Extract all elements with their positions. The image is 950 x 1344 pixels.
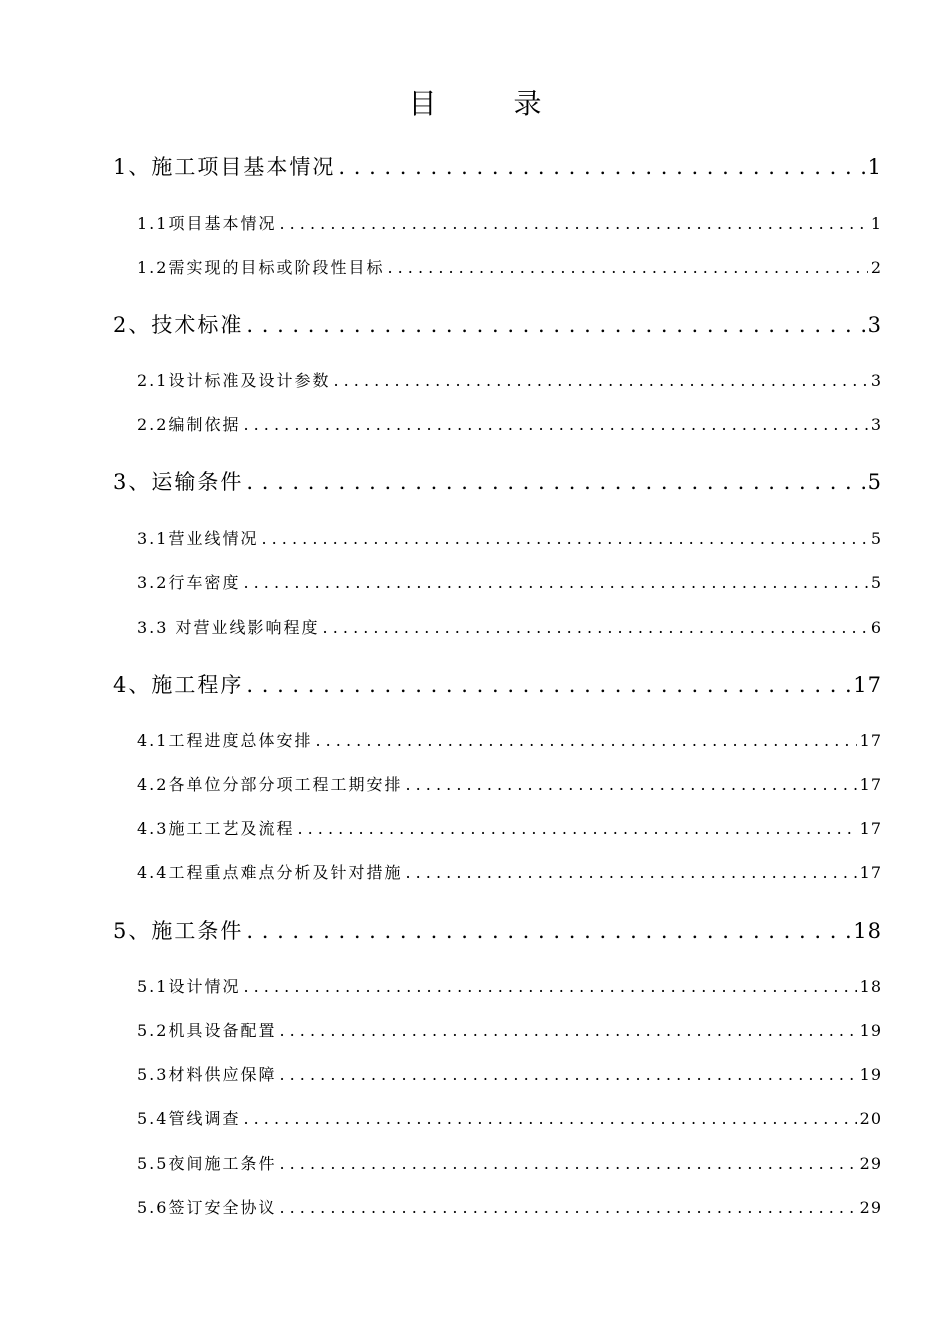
toc-entry-label: 5.1设计情况 <box>137 977 241 996</box>
toc-entry-5-4[interactable] <box>137 1107 882 1131</box>
toc-entry-label: 3、运输条件 <box>113 470 244 494</box>
toc-entry-label: 2.2编制依据 <box>137 415 241 434</box>
toc-entry-5-6[interactable] <box>137 1196 882 1220</box>
toc-entry-label: 3.2行车密度 <box>137 573 241 592</box>
toc-dot-leader <box>279 1196 856 1220</box>
toc-page-number: 5 <box>870 573 882 592</box>
toc-entry-3-1[interactable] <box>137 527 882 551</box>
toc-entry-5-5[interactable] <box>137 1152 882 1176</box>
toc-page-number: 17 <box>853 673 882 697</box>
toc-entry-5-1[interactable] <box>137 975 882 999</box>
toc-page-number: 19 <box>859 1021 882 1040</box>
toc-dot-leader <box>405 861 856 885</box>
toc-page-number: 17 <box>859 863 882 882</box>
toc-dot-leader <box>246 916 850 946</box>
toc-page-number: 29 <box>859 1154 882 1173</box>
toc-page-number: 17 <box>859 731 882 750</box>
toc-entry-5-2[interactable] <box>137 1019 882 1043</box>
toc-entry-1-1[interactable] <box>137 212 882 236</box>
toc-entry-2-2[interactable] <box>137 413 882 437</box>
toc-page-number: 3 <box>870 371 882 390</box>
toc-entry-1[interactable] <box>113 152 882 182</box>
toc-entry-3[interactable] <box>113 467 882 497</box>
toc-page-number: 3 <box>867 313 882 337</box>
toc-dot-leader <box>387 256 867 280</box>
toc-entry-label: 3.3 对营业线影响程度 <box>137 618 320 637</box>
toc-entry-label: 5.2机具设备配置 <box>137 1021 277 1040</box>
toc-page-number: 3 <box>870 415 882 434</box>
toc-page-number: 2 <box>870 258 882 277</box>
toc-entry-label: 1、施工项目基本情况 <box>113 155 336 179</box>
toc-entry-2-1[interactable] <box>137 369 882 393</box>
toc-entry-label: 5.6签订安全协议 <box>137 1198 277 1217</box>
toc-entry-2[interactable] <box>113 310 882 340</box>
toc-dot-leader <box>405 773 856 797</box>
toc-entry-4-3[interactable] <box>137 817 882 841</box>
toc-page-number: 29 <box>859 1198 882 1217</box>
toc-entry-4-2[interactable] <box>137 773 882 797</box>
toc-entry-label: 4.2各单位分部分项工程工期安排 <box>137 775 403 794</box>
toc-entry-3-3[interactable] <box>137 616 882 640</box>
toc-entry-label: 5、施工条件 <box>113 919 244 943</box>
toc-page-number: 1 <box>870 214 882 233</box>
toc-dot-leader <box>243 975 856 999</box>
toc-entry-4-1[interactable] <box>137 729 882 753</box>
toc-entry-label: 2.1设计标准及设计参数 <box>137 371 331 390</box>
toc-entry-label: 4.3施工工艺及流程 <box>137 819 295 838</box>
toc-entry-label: 2、技术标准 <box>113 313 244 337</box>
toc-page-number: 6 <box>870 618 882 637</box>
toc-entry-label: 4.4工程重点难点分析及针对措施 <box>137 863 403 882</box>
toc-dot-leader <box>297 817 856 841</box>
toc-entry-4-4[interactable] <box>137 861 882 885</box>
toc-page-number: 5 <box>867 470 882 494</box>
toc-dot-leader <box>279 1063 856 1087</box>
toc-entry-label: 5.4管线调查 <box>137 1109 241 1128</box>
toc-entry-label: 4.1工程进度总体安排 <box>137 731 313 750</box>
toc-entry-5[interactable] <box>113 916 882 946</box>
toc-dot-leader <box>243 571 867 595</box>
toc-dot-leader <box>279 1152 856 1176</box>
toc-entry-label: 4、施工程序 <box>113 673 244 697</box>
toc-entry-4[interactable] <box>113 670 882 700</box>
toc-entry-1-2[interactable] <box>137 256 882 280</box>
toc-entry-5-3[interactable] <box>137 1063 882 1087</box>
toc-page-number: 20 <box>859 1109 882 1128</box>
toc-entry-label: 1.2需实现的目标或阶段性目标 <box>137 258 385 277</box>
toc-page-number: 17 <box>859 775 882 794</box>
toc-dot-leader <box>246 467 864 497</box>
toc-page-number: 17 <box>859 819 882 838</box>
toc-page-number: 18 <box>859 977 882 996</box>
toc-entry-3-2[interactable] <box>137 571 882 595</box>
toc-page-number: 19 <box>859 1065 882 1084</box>
toc-entry-label: 5.3材料供应保障 <box>137 1065 277 1084</box>
page-title: 目 录 <box>408 87 576 120</box>
toc-dot-leader <box>243 413 867 437</box>
toc-dot-leader <box>333 369 867 393</box>
toc-entry-label: 1.1项目基本情况 <box>137 214 277 233</box>
toc-dot-leader <box>246 310 864 340</box>
toc-dot-leader <box>246 670 850 700</box>
toc-entry-label: 5.5夜间施工条件 <box>137 1154 277 1173</box>
toc-page-number: 1 <box>867 155 882 179</box>
toc-dot-leader <box>323 616 868 640</box>
toc-dot-leader <box>261 527 867 551</box>
toc-entry-label: 3.1营业线情况 <box>137 529 259 548</box>
toc-dot-leader <box>243 1107 856 1131</box>
toc-dot-leader <box>279 212 867 236</box>
toc-dot-leader <box>315 729 856 753</box>
toc-page-number: 5 <box>870 529 882 548</box>
toc-dot-leader <box>279 1019 856 1043</box>
toc-dot-leader <box>338 152 864 182</box>
toc-page-number: 18 <box>853 919 882 943</box>
